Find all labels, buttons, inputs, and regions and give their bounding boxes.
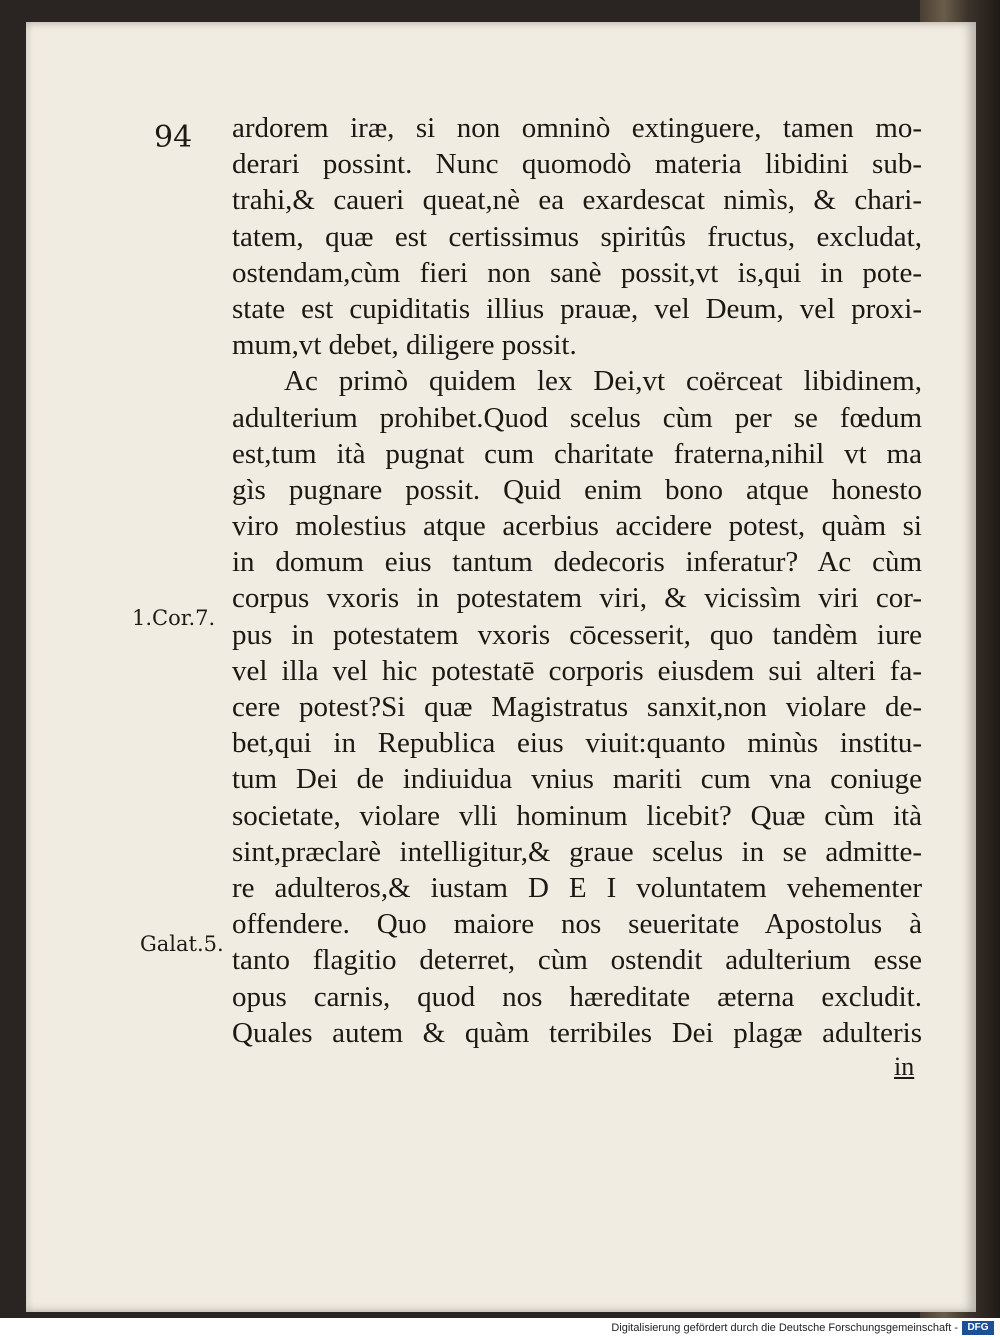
text-line: cere potest?Si quæ Magistratus sanxit,non violare de- [232,691,922,723]
footer-bar [0,1318,1000,1340]
footer-credit: Digitalisierung gefördert durch die Deutsche Forschungsgemeinschaft - [611,1322,958,1334]
text-line: societate, violare vlli hominum licebit? Quæ cùm ità [232,799,922,832]
body-text [232,110,922,1051]
text-line: corpus vxoris in potestatem viri, & vicissìm viri cor- [232,582,922,615]
text-line: tatem, quæ est certissimus spiritûs fructus, excludat, [232,220,922,253]
text-line: vel illa vel hic potestatē corporis eiusdem sui alteri fa- [232,654,922,687]
text-line: offendere. Quo maiore nos seueritate Apostolus à [232,908,922,941]
text-line: Quales autem & quàm terribiles Dei plagæ adulteris [232,1016,922,1049]
text-line: gìs pugnare possit. Quid enim bono atque honesto [232,473,922,506]
text-line: trahi,& caueri queat,nè ea exardescat nimìs, & chari- [232,184,922,217]
margin-note-cor: 1.Cor.7. [132,606,216,630]
margin-note-galat: Galat.5. [140,932,224,956]
text-line: sint,præclarè intelligitur,& graue scelus in se admitte- [232,835,922,868]
text-line: state est cupiditatis illius prauæ, vel Deum, vel proxi- [232,292,922,325]
dfg-logo: DFG [962,1321,994,1335]
catchword: in [894,1052,915,1081]
text-line: re adulteros,& iustam D E I voluntatem vehementer [232,871,922,904]
text-line: pus in potestatem vxoris cōcesserit, quo tandèm iure [232,618,922,651]
text-line: opus carnis, quod nos hæreditate æterna excludit. [232,980,922,1013]
text-line: ostendam,cùm fieri non sanè possit,vt is,qui in pote- [232,256,922,289]
text-line: viro molestius atque acerbius accidere potest, quàm si [232,510,922,543]
text-line: tum Dei de indiuidua vnius mariti cum vna coniuge [232,763,922,796]
text-line: ardorem iræ, si non omninò extinguere, tamen mo- [232,112,922,144]
text-line: mum,vt debet, diligere possit. [232,329,577,362]
text-line: derari possint. Nunc quomodò materia libidini sub- [232,148,922,181]
text-line: in domum eius tantum dedecoris inferatur? Ac cùm [232,546,922,579]
text-line: bet,qui in Republica eius viuit:quanto minùs institu- [232,727,922,760]
text-line: adulterium prohibet.Quod scelus cùm per se fœdum [232,401,922,434]
text-line: tanto flagitio deterret, cùm ostendit adulterium esse [232,944,922,977]
text-line: Ac primò quidem lex Dei,vt coërceat libidinem, [284,365,922,398]
page-number: 94 [154,120,193,155]
text-line: est,tum ità pugnat cum charitate fraterna,nihil vt ma [232,437,922,470]
